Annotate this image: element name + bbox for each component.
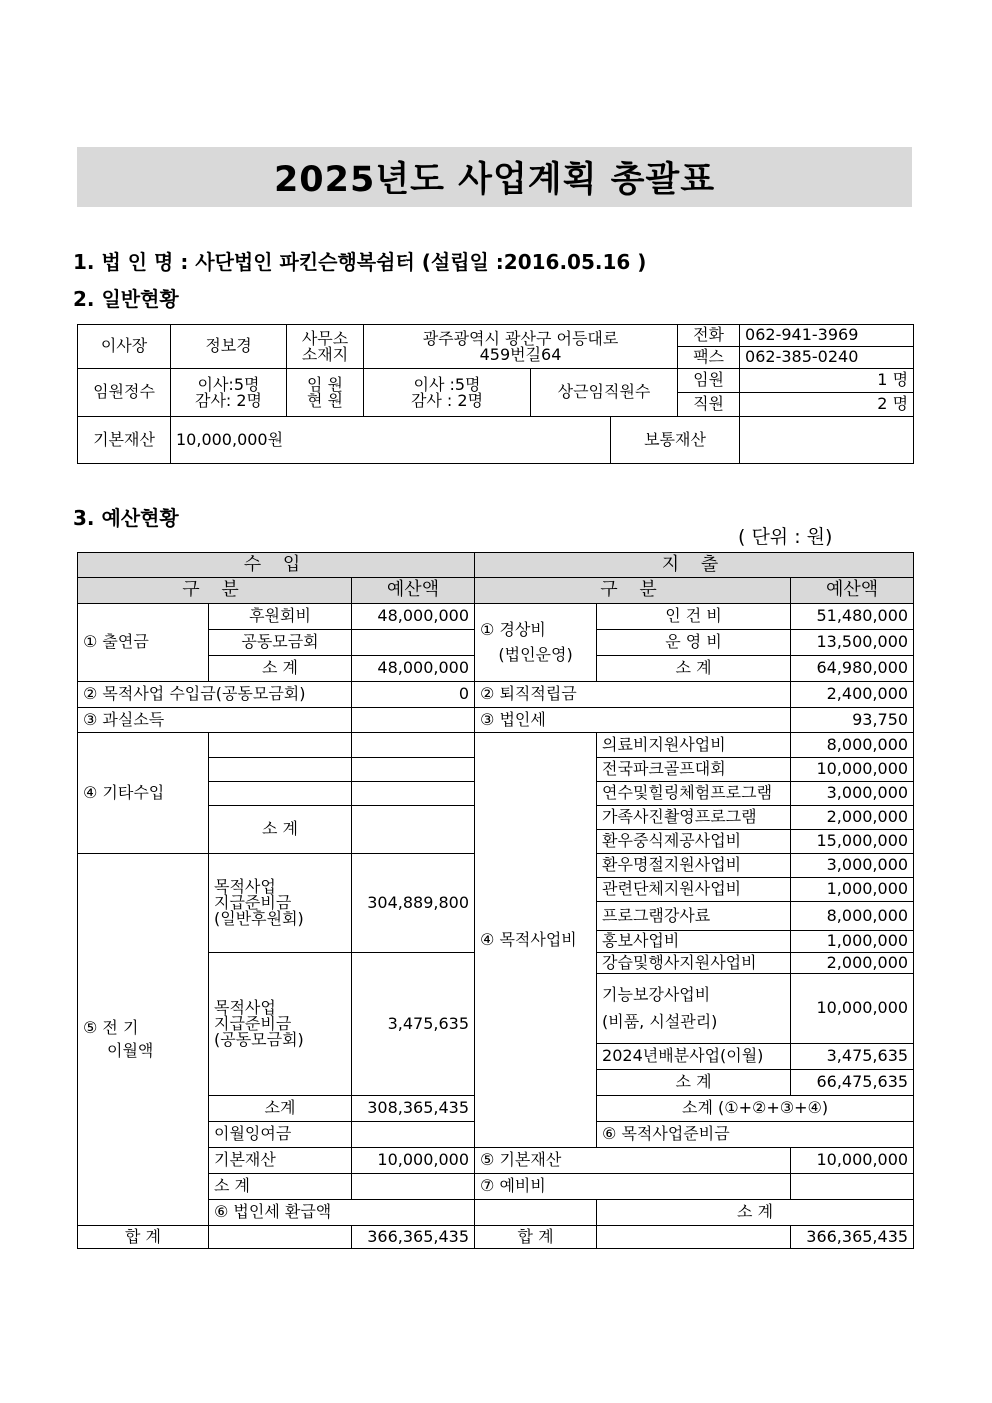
chair-label: 이사장 [78,325,171,369]
expense-header: 지 출 [475,553,914,578]
operation-amount: 13,500,000 [791,630,914,656]
basic-assets-value: 10,000,000원 [171,417,611,464]
other-subtotal-label: 소 계 [209,806,352,854]
donation-subtotal-label: 소 계 [209,656,352,682]
purpose-item: 가족사진촬영프로그램 [597,806,791,830]
purpose-label: ④ 목적사업비 [475,733,597,1148]
corp-tax-label: ③ 법인세 [475,708,791,733]
fruit-income-amount [352,708,475,733]
donation-label: ① 출연금 [78,604,209,682]
employee-label: 직원 [678,393,740,417]
purpose-item: 환우명절지원사업비 [597,854,791,878]
quota-value: 이사:5명 감사: 2명 [171,369,287,417]
reserve-expense-label: ⑥ 목적사업준비금 [597,1122,914,1148]
contingency-amount [791,1174,914,1200]
officer-label: 임원 [678,369,740,393]
purpose-item: 기능보강사업비 (비품, 시설관리) [597,974,791,1044]
purpose-item: 연수및힐링체험프로그램 [597,782,791,806]
other-subtotal-amount [352,806,475,854]
section-general-status: 2. 일반현황 [73,287,179,311]
employee-count: 2 명 [740,393,914,417]
carry-subtotal-amount: 308,365,435 [352,1096,475,1122]
tax-refund-amount [475,1200,597,1226]
expense-total-blank [597,1226,791,1249]
purpose-item-amount: 3,000,000 [791,782,914,806]
purpose-income-label: ② 목적사업 수입금(공동모금회) [78,682,352,708]
phone-label: 전화 [678,325,740,347]
purpose-item-amount: 10,000,000 [791,758,914,782]
quota-label: 임원정수 [78,369,171,417]
retirement-amount: 2,400,000 [791,682,914,708]
corp-tax-amount: 93,750 [791,708,914,733]
tax-refund-label: ⑥ 법인세 환급액 [209,1200,475,1226]
purpose-item-amount: 2,000,000 [791,953,914,974]
other-income-row [209,782,352,806]
fruit-income-label: ③ 과실소득 [78,708,352,733]
purpose-item-amount: 3,475,635 [791,1044,914,1070]
purpose-item-amount: 15,000,000 [791,830,914,854]
surplus-label: 이월잉여금 [209,1122,352,1148]
expense-subtotal2-label: 소 계 [597,1200,914,1226]
income-basic-assets-label: 기본재산 [209,1148,352,1174]
other-income-amount [352,758,475,782]
expense-sum-label: 소계 (①+②+③+④) [597,1096,914,1122]
general-status-table [77,324,914,464]
office-label: 사무소 소재지 [287,325,364,369]
purpose-item-amount: 1,000,000 [791,878,914,902]
income-total-label: 합 계 [78,1226,209,1249]
normal-assets-value [740,417,914,464]
normal-assets-label: 보통재산 [611,417,740,464]
income-total-amount: 366,365,435 [352,1226,475,1249]
donation-subtotal-amount: 48,000,000 [352,656,475,682]
expense-basic-assets-label: ⑤ 기본재산 [475,1148,791,1174]
phone-value: 062-941-3969 [740,325,914,347]
carryover-label: ⑤ 전 기 이월액 [78,854,209,1226]
section-budget-status: 3. 예산현황 [73,506,179,530]
other-income-row [209,733,352,758]
purpose-item: 의료비지원사업비 [597,733,791,758]
income-category-header: 구 분 [78,578,352,604]
operating-subtotal-label: 소 계 [597,656,791,682]
purpose-item-amount: 10,000,000 [791,974,914,1044]
expense-total-label: 합 계 [475,1226,597,1249]
purpose-item: 관련단체지원사업비 [597,878,791,902]
income-header: 수 입 [78,553,475,578]
purpose-item: 전국파크골프대회 [597,758,791,782]
expense-category-header: 구 분 [475,578,791,604]
purpose-item: 2024년배분사업(이월) [597,1044,791,1070]
operation-label: 운 영 비 [597,630,791,656]
purpose-item: 강습및행사지원사업비 [597,953,791,974]
purpose-item: 홍보사업비 [597,931,791,953]
contingency-label: ⑦ 예비비 [475,1174,791,1200]
purpose-item: 프로그램강사료 [597,902,791,931]
personnel-label: 인 건 비 [597,604,791,630]
retirement-label: ② 퇴직적립금 [475,682,791,708]
surplus-amount [352,1122,475,1148]
carry-subtotal2-label: 소 계 [209,1174,352,1200]
chair-name: 정보경 [171,325,287,369]
reserve-chest-label: 목적사업 지급준비금 (공동모금회) [209,953,352,1096]
sponsor-fee-label: 후원회비 [209,604,352,630]
current-label: 임 원 현 원 [287,369,364,417]
income-total-blank [209,1226,352,1249]
purpose-subtotal-label: 소 계 [597,1070,791,1096]
operating-subtotal-amount: 64,980,000 [791,656,914,682]
other-income-amount [352,782,475,806]
community-chest-amount [352,630,475,656]
purpose-item-amount: 1,000,000 [791,931,914,953]
purpose-item-amount: 3,000,000 [791,854,914,878]
basic-assets-label: 기본재산 [78,417,171,464]
reserve-general-label: 목적사업 지급준비금 (일반후원회) [209,854,352,953]
purpose-item: 환우중식제공사업비 [597,830,791,854]
page-title: 2025년도 사업계획 총괄표 [273,160,716,200]
section-corporation-name: 1. 법 인 명 : 사단법인 파킨슨행복쉼터 (설립일 :2016.05.16 ) [73,250,647,274]
carry-subtotal-label: 소계 [209,1096,352,1122]
other-income-row [209,758,352,782]
other-income-amount [352,733,475,758]
expense-total-amount: 366,365,435 [791,1226,914,1249]
other-income-label: ④ 기타수입 [78,733,209,854]
expense-amount-header: 예산액 [791,578,914,604]
community-chest-label: 공동모금회 [209,630,352,656]
carry-subtotal2-amount [352,1174,475,1200]
staff-label: 상근임직원수 [531,369,678,417]
reserve-general-amount: 304,889,800 [352,854,475,953]
operating-label: ① 경상비 (법인운영) [475,604,597,682]
income-basic-assets-amount: 10,000,000 [352,1148,475,1174]
fax-label: 팩스 [678,347,740,369]
fax-value: 062-385-0240 [740,347,914,369]
personnel-amount: 51,480,000 [791,604,914,630]
purpose-subtotal-amount: 66,475,635 [791,1070,914,1096]
reserve-chest-amount: 3,475,635 [352,953,475,1096]
unit-label: ( 단위 : 원) [738,526,833,548]
purpose-item-amount: 8,000,000 [791,733,914,758]
current-value: 이사 :5명 감사 : 2명 [364,369,531,417]
title-banner [77,147,912,207]
purpose-item-amount: 2,000,000 [791,806,914,830]
budget-table [77,552,914,1249]
officer-count: 1 명 [740,369,914,393]
sponsor-fee-amount: 48,000,000 [352,604,475,630]
office-address: 광주광역시 광산구 어등대로 459번길64 [364,325,678,369]
purpose-item-amount: 8,000,000 [791,902,914,931]
purpose-income-amount: 0 [352,682,475,708]
income-amount-header: 예산액 [352,578,475,604]
expense-basic-assets-amount: 10,000,000 [791,1148,914,1174]
